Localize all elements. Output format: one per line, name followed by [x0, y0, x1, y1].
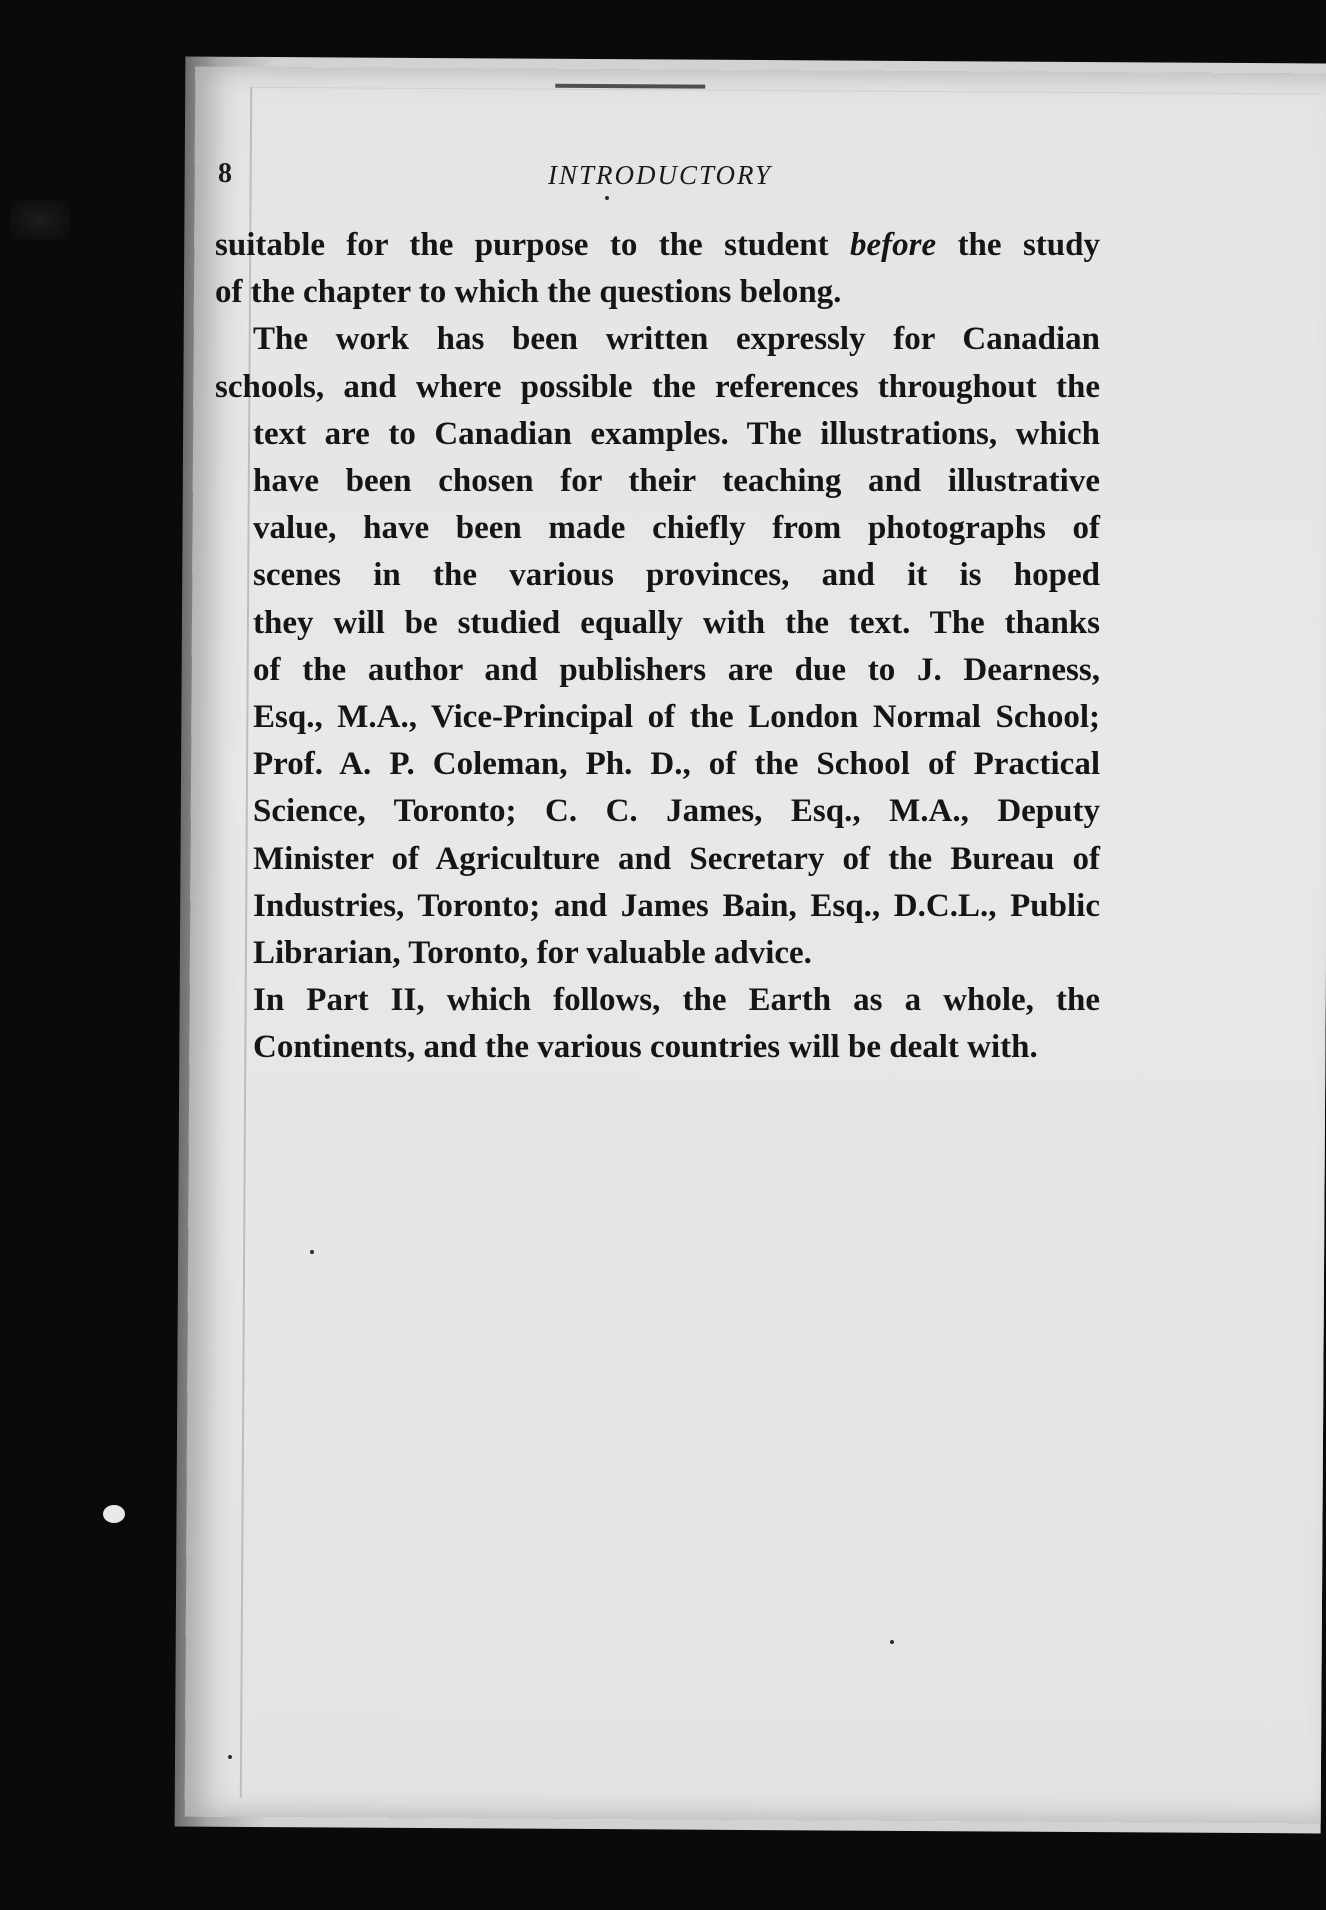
text-line: suitable for the purpose to the student before the study [215, 227, 1100, 263]
text-line: Prof. A. P. Coleman, Ph. D., of the School of Practical [253, 746, 1100, 783]
scan-glare [10, 200, 70, 240]
running-head: INTRODUCTORY [548, 160, 773, 190]
text-line: The work has been written expressly for Canadian [253, 321, 1100, 358]
paragraph-3 [215, 977, 1100, 1071]
text-line: of the author and publishers are due to J. Dearness, [253, 651, 1100, 688]
scan-speck [890, 1640, 894, 1644]
scan-speck [605, 196, 609, 200]
text-line: text are to Canadian examples. The illustrations, which [253, 415, 1100, 452]
text-line: scenes in the various provinces, and it is hoped [253, 557, 1100, 594]
page-number: 8 [218, 158, 232, 189]
text-line: schools, and where possible the references throughout the [215, 368, 1100, 405]
text-line: In Part II, which follows, the Earth as a whole, the [253, 982, 1100, 1019]
paragraph-2 [215, 316, 1100, 977]
scan-artifact [103, 1505, 125, 1523]
text-line: Minister of Agriculture and Secretary of the Bureau of [253, 840, 1100, 877]
text-line: they will be studied equally with the text. The thanks [253, 604, 1100, 641]
body-text [215, 222, 1100, 1072]
text-line: value, have been made chiefly from photographs of [253, 510, 1100, 547]
text-line: Industries, Toronto; and James Bain, Esq., D.C.L., Public [253, 887, 1100, 924]
text-line: of the chapter to which the questions belong. [215, 274, 842, 311]
paragraph-1 [215, 222, 1100, 316]
text-line: Science, Toronto; C. C. James, Esq., M.A., Deputy [253, 793, 1100, 830]
text-line: Librarian, Toronto, for valuable advice. [253, 935, 812, 972]
text-line: Esq., M.A., Vice-Principal of the London Normal School; [253, 699, 1100, 736]
scan-speck [310, 1250, 314, 1254]
scan-speck [228, 1755, 232, 1759]
text-line: have been chosen for their teaching and illustrative [253, 463, 1100, 500]
page-header [218, 158, 1058, 198]
text-line: Continents, and the various countries will be dealt with. [253, 1029, 1038, 1066]
